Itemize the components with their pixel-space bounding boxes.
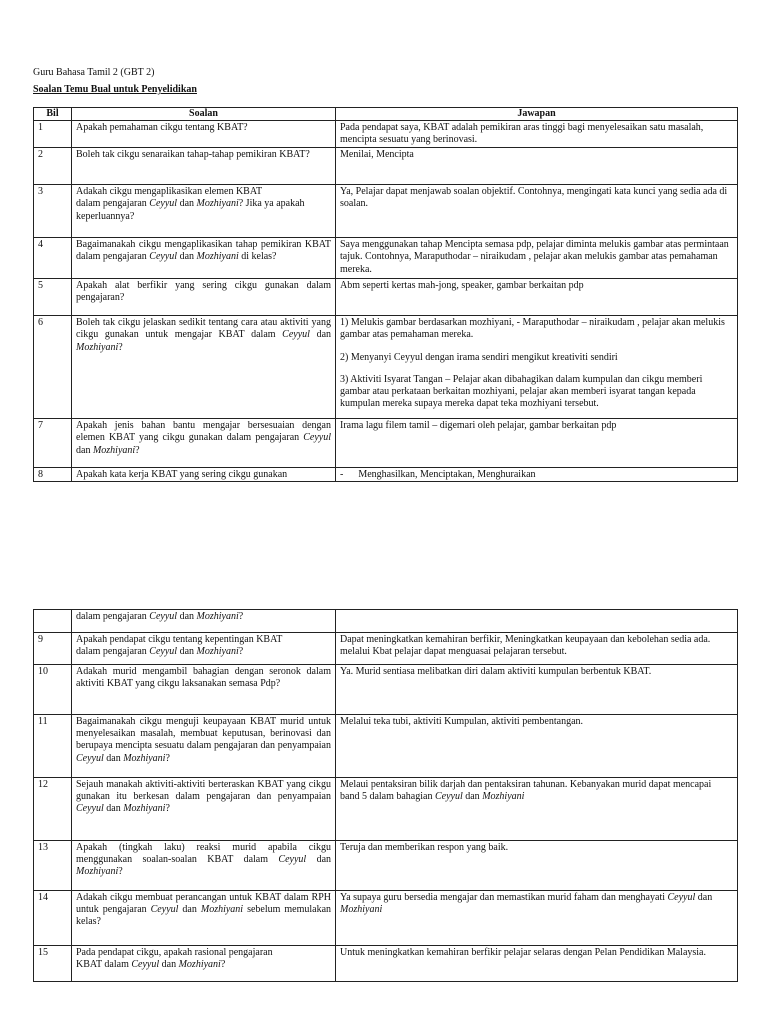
row-number: 6 (34, 316, 72, 419)
row-number: 5 (34, 279, 72, 316)
col-header-jawapan: Jawapan (336, 108, 738, 121)
answer-cell: Menilai, Mencipta (336, 148, 738, 185)
table-row (34, 665, 738, 715)
row-number: 11 (34, 715, 72, 778)
table-row (34, 316, 738, 419)
table-row (34, 633, 738, 665)
document-title: Soalan Temu Bual untuk Penyelidikan (33, 84, 197, 96)
question-cell: Pada pendapat cikgu, apakah rasional pengajaran KBAT dalam Ceyyul dan Mozhiyani? (72, 946, 336, 982)
table-row (34, 468, 738, 482)
term-mozhiyani: Mozhiyani (196, 198, 239, 210)
answer-cell: Teruja dan memberikan respon yang baik. (336, 841, 738, 891)
row-number: 15 (34, 946, 72, 982)
col-header-soalan: Soalan (72, 108, 336, 121)
table-row (34, 148, 738, 185)
table-row (34, 778, 738, 841)
subject-line: Guru Bahasa Tamil 2 (GBT 2) (33, 67, 155, 78)
question-cell: Adakah cikgu membuat perancangan untuk KBAT dalam RPH untuk pengajaran Ceyyul dan Mozhiyani sebelum memulakan kelas? (72, 891, 336, 946)
table-row (34, 121, 738, 148)
answer-cell: Ya supaya guru bersedia mengajar dan memastikan murid faham dan menghayati Ceyyul dan Mozhiyani (336, 891, 738, 946)
question-cell: Apakah pendapat cikgu tentang kepentingan KBAT dalam pengajaran Ceyyul dan Mozhiyani? (72, 633, 336, 665)
row-number: 10 (34, 665, 72, 715)
answer-cell: Dapat meningkatkan kemahiran berfikir, Meningkatkan keupayaan dan kebolehan sedia ada. melalui Kbat pelajar dapat menguasai pelajaran tersebut. (336, 633, 738, 665)
row-number: 9 (34, 633, 72, 665)
term-ceyyul: Ceyyul (149, 198, 178, 210)
question-cell: Bagaimanakah cikgu mengaplikasikan tahap pemikiran KBAT dalam pengajaran Ceyyul dan Mozhiyani di kelas? (72, 238, 336, 279)
row-number: 12 (34, 778, 72, 841)
question-cell: Boleh tak cikgu jelaskan sedikit tentang cara atau aktiviti yang cikgu gunakan untuk mengajar KBAT dalam Ceyyul dan Mozhiyani? (72, 316, 336, 419)
table-row (34, 419, 738, 468)
table-header-row (34, 108, 738, 121)
row-number: 14 (34, 891, 72, 946)
question-cell: dalam pengajaran Ceyyul dan Mozhiyani? (72, 610, 336, 633)
table-row (34, 185, 738, 238)
answer-cell: Melaui pentaksiran bilik darjah dan pentaksiran tahunan. Kebanyakan murid dapat mencapai band 5 dalam bahagian Ceyyul dan Mozhiyani (336, 778, 738, 841)
question-cell: Apakah alat berfikir yang sering cikgu gunakan dalam pengajaran? (72, 279, 336, 316)
table-row (34, 946, 738, 982)
answer-cell: Irama lagu filem tamil – digemari oleh pelajar, gambar berkaitan pdp (336, 419, 738, 468)
row-number: 2 (34, 148, 72, 185)
row-number: 3 (34, 185, 72, 238)
table-row (34, 238, 738, 279)
answer-cell: Abm seperti kertas mah-jong, speaker, gambar berkaitan pdp (336, 279, 738, 316)
table-row (34, 715, 738, 778)
question-cell: Apakah jenis bahan bantu mengajar bersesuaian dengan elemen KBAT yang cikgu gunakan dalam pengajaran Ceyyul dan Mozhiyani? (72, 419, 336, 468)
question-cell: Bagaimanakah cikgu menguji keupayaan KBAT murid untuk menyelesaikan masalah, membuat keputusan, berinovasi dan berupaya mencipta sesuatu dalam pengajaran dan penyampaian Ceyyul dan Mozhiyani? (72, 715, 336, 778)
row-number: 4 (34, 238, 72, 279)
table-row (34, 891, 738, 946)
table-row (34, 841, 738, 891)
interview-table-part-2 (33, 609, 738, 982)
answer-cell: Ya, Pelajar dapat menjawab soalan objektif. Contohnya, mengingati kata kunci yang sedia ada di soalan. (336, 185, 738, 238)
row-number: 13 (34, 841, 72, 891)
question-cell: Apakah pemahaman cikgu tentang KBAT? (72, 121, 336, 148)
answer-cell: Pada pendapat saya, KBAT adalah pemikiran aras tinggi bagi menyelesaikan satu masalah, mencipta sesuatu yang berinovasi. (336, 121, 738, 148)
answer-cell: 1) Melukis gambar berdasarkan mozhiyani, - Maraputhodar – niraikudam , pelajar akan melukis gambar atas pemahaman mereka. 2) Menyanyi Ceyyul dengan irama sendiri mengikut kreativiti sendiri 3) Aktiviti Isyarat Tangan – Pelajar akan dibahagikan dalam kumpulan dan cikgu memberi gambar atau perkataan berkaitan mozhiyani, pelajar akan memberi isyarat tangan kepada kumpulan mereka supaya mereka dapat teka mozhiyani tersebut. (336, 316, 738, 419)
question-cell: Adakah murid mengambil bahagian dengan seronok dalam aktiviti KBAT yang cikgu laksanakan semasa Pdp? (72, 665, 336, 715)
question-cell: Apakah kata kerja KBAT yang sering cikgu gunakan (72, 468, 336, 482)
row-number: 8 (34, 468, 72, 482)
question-cell: Adakah cikgu mengaplikasikan elemen KBAT dalam pengajaran Ceyyul dan Mozhiyani? Jika ya apakah keperluannya? (72, 185, 336, 238)
answer-cell: - Menghasilkan, Menciptakan, Menghuraikan (336, 468, 738, 482)
table-row (34, 279, 738, 316)
row-number: 7 (34, 419, 72, 468)
answer-cell: Melalui teka tubi, aktiviti Kumpulan, aktiviti pembentangan. (336, 715, 738, 778)
answer-cell: Untuk meningkatkan kemahiran berfikir pelajar selaras dengan Pelan Pendidikan Malaysia. (336, 946, 738, 982)
row-number: 1 (34, 121, 72, 148)
table-row-continued (34, 610, 738, 633)
answer-cell: Saya menggunakan tahap Mencipta semasa pdp, pelajar diminta melukis gambar atas permintaan tajuk. Contohnya, Maraputhodar – niraikudam , pelajar akan melukis gambar atas pemahaman mereka. (336, 238, 738, 279)
interview-table-part-1 (33, 107, 738, 482)
answer-cell: Ya. Murid sentiasa melibatkan diri dalam aktiviti kumpulan berbentuk KBAT. (336, 665, 738, 715)
question-cell: Sejauh manakah aktiviti-aktiviti berteraskan KBAT yang cikgu gunakan itu berkesan dalam pengajaran dan penyampaian Ceyyul dan Mozhiyani? (72, 778, 336, 841)
document-header (33, 67, 197, 96)
question-cell: Apakah (tingkah laku) reaksi murid apabila cikgu menggunakan soalan-soalan KBAT dalam Ceyyul dan Mozhiyani? (72, 841, 336, 891)
col-header-bil: Bil (34, 108, 72, 121)
question-cell: Boleh tak cikgu senaraikan tahap-tahap pemikiran KBAT? (72, 148, 336, 185)
